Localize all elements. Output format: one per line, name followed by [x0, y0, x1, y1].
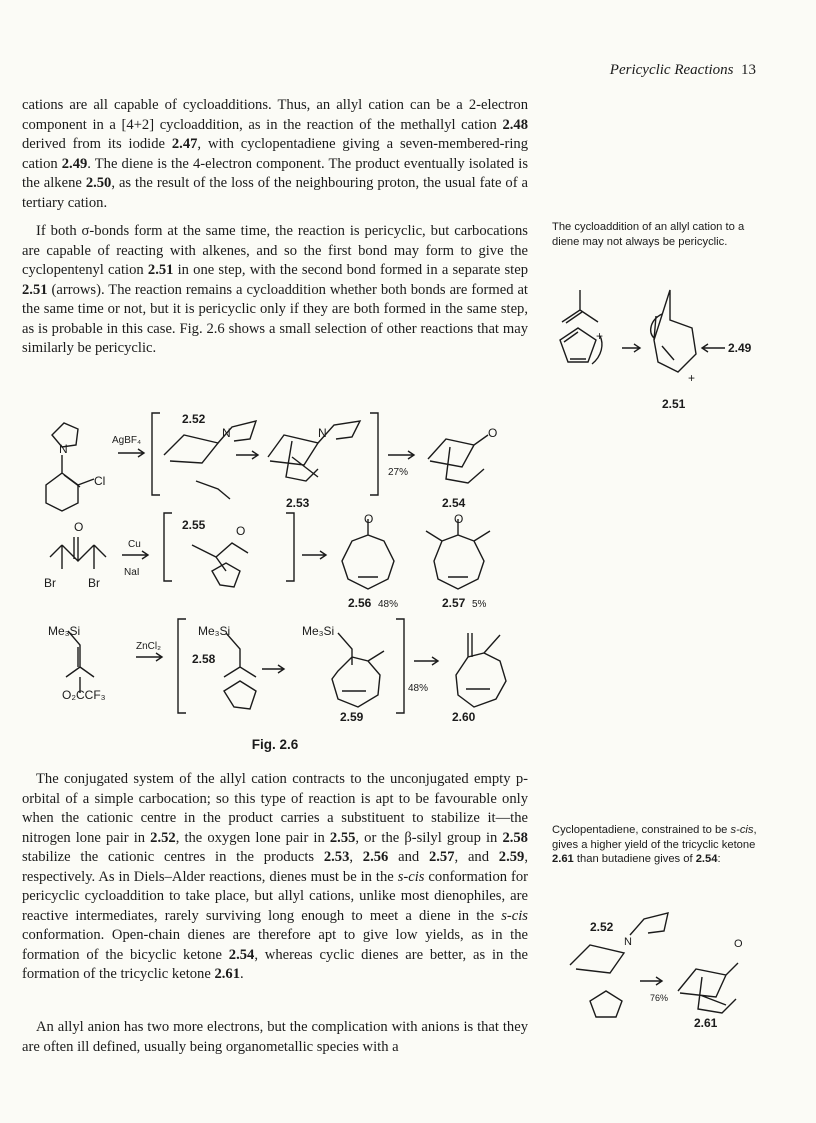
- paragraph-1: [22, 96, 528, 213]
- group-me3si: Me₃Si: [302, 624, 335, 638]
- label-2-52: 2.52: [182, 412, 206, 426]
- oxabicyclic-ketone-2-56: [342, 519, 394, 589]
- text-run: stabilize the cationic centres in the products: [22, 849, 324, 865]
- reaction-arrow: [414, 657, 438, 665]
- text-run: conformation. Open-chain dienes are therefore apt to give low yields, as in the formation of the bicyclic ketone: [22, 927, 528, 963]
- compound-ref: 2.51: [22, 281, 48, 298]
- allyl-cation-2-52: [164, 435, 230, 499]
- compound-ref: 2.53: [323, 849, 350, 865]
- aminoallyl-cation-2-52: [570, 945, 624, 973]
- label-2-54: 2.54: [442, 496, 466, 510]
- reaction-arrow: [262, 665, 284, 673]
- text-run: , the oxygen lone pair in: [175, 829, 330, 846]
- cyclopentenyl-cation: [654, 290, 696, 372]
- compound-ref: 2.59: [498, 849, 525, 865]
- italic-term: s-cis: [501, 907, 528, 924]
- oxabicyclic-ketone-2-57: [426, 519, 490, 589]
- yield-2-54: 27%: [388, 467, 409, 478]
- text-run: than butadiene gives of: [573, 853, 696, 865]
- text-run: in one step, with the second bond formed in a separate step: [173, 262, 528, 278]
- label-2-51: 2.51: [662, 397, 686, 411]
- label-2-58: 2.58: [192, 652, 216, 666]
- paragraph-4: [22, 1018, 528, 1057]
- reagent-agbf4: AgBF₄: [112, 435, 142, 446]
- yield-2-60: 48%: [408, 683, 429, 694]
- yield-2-56: 48%: [378, 599, 399, 610]
- compound-ref: 2.61: [214, 966, 241, 982]
- paragraph-3: [22, 770, 528, 985]
- atom-o: O: [734, 938, 743, 950]
- reaction-arrow: [236, 451, 258, 459]
- compound-ref: 2.52: [150, 829, 176, 846]
- pyrrolidine-ring: [630, 913, 668, 935]
- text-run: , as the result of the loss of the neighbouring proton, the usual fate of a tertiary cation.: [22, 175, 528, 211]
- plus-charge: +: [688, 371, 696, 385]
- reagent-cu: Cu: [128, 539, 141, 550]
- reaction-arrow: [118, 449, 144, 457]
- reaction-arrow: [122, 551, 148, 559]
- compound-ref: 2.50: [85, 175, 112, 191]
- atom-n: N: [222, 426, 231, 440]
- label-2-56: 2.56: [348, 596, 372, 610]
- tricyclic-ketone-2-61: [678, 963, 738, 1013]
- atom-o: O: [236, 524, 246, 538]
- chloro-enamine-bonds: [64, 475, 94, 487]
- compound-ref: 2.56: [362, 849, 389, 865]
- text-run: conformation for pericyclic cycloaddition to take place, but allyl cations, unlike most dienophiles, are reactive intermediates, rarely surviving long enough to meet a diene in the: [22, 868, 528, 924]
- reaction-arrow: [136, 653, 162, 661]
- bicyclic-ketone-2-54: [428, 435, 488, 483]
- figure-2-6: [22, 395, 528, 740]
- label-2-61: 2.61: [694, 1016, 718, 1030]
- diene-bonds: [564, 332, 586, 359]
- text-run: , or the β-silyl group in: [355, 829, 503, 846]
- label-2-52: 2.52: [590, 920, 614, 934]
- text-run: .: [240, 966, 244, 982]
- reaction-arrow: [388, 451, 414, 459]
- text-run: . The diene is the 4-electron component. The product eventually isolated is the alkene: [22, 155, 528, 191]
- text-run: , whereas cyclic dienes are better, as in the formation of the tricyclic ketone: [22, 946, 528, 982]
- compound-ref: 2.54: [695, 853, 718, 865]
- atom-o: O: [454, 512, 464, 526]
- text-run: cations are all capable of cycloadditions. Thus, an allyl cation can be a 2-electron component in a [4+2] cycloaddition, as in the reaction of the methallyl cation: [22, 97, 528, 133]
- atom-o: O: [488, 426, 498, 440]
- compound-ref: 2.47: [171, 136, 198, 152]
- bicyclic-cation-2-53: [268, 435, 318, 481]
- tricyclic-cation-2-59: [332, 633, 384, 707]
- methallyl-cation: [562, 290, 598, 322]
- text-run: (arrows). The reaction remains a cycloaddition whether both bonds are formed at the same time or not, but it is pericyclic only if they are both formed in the same step, as is probable in this case. Fig. 2.6 shows a small selection of other reactions that may similarly be pericyclic.: [22, 281, 528, 356]
- text-run: :: [717, 853, 721, 865]
- group-o2ccf3: O₂CCF₃: [62, 688, 106, 702]
- plus-charge: +: [596, 329, 604, 343]
- atom-br: Br: [44, 576, 56, 590]
- margin-note-2: [552, 823, 762, 867]
- compound-ref: 2.48: [502, 116, 528, 133]
- atom-n: N: [318, 426, 327, 440]
- pointer-arrow: [702, 344, 725, 352]
- compound-ref: 2.55: [329, 829, 356, 846]
- tricyclic-alkene-2-60: [456, 633, 506, 707]
- text-run: , with cyclopentadiene giving a seven-membered-ring cation: [22, 136, 528, 172]
- right-bracket: [396, 619, 404, 713]
- label-2-53: 2.53: [286, 496, 310, 510]
- atom-n: N: [59, 442, 68, 456]
- yield-2-61: 76%: [650, 993, 669, 1003]
- text-run: , respectively. As in Diels–Alder reactions, dienes must be in the: [22, 849, 528, 885]
- text-run: and: [388, 849, 429, 865]
- figure-2-6-svg: [22, 395, 528, 740]
- atom-o: O: [74, 520, 84, 534]
- text-run: , and: [454, 849, 499, 865]
- reaction-arrow: [302, 551, 326, 559]
- text-run: ,: [349, 849, 363, 865]
- side-scheme-allyl-cation: [550, 280, 770, 420]
- silyl-allyl-cation-2-58: [224, 633, 256, 677]
- left-bracket: [152, 413, 160, 495]
- page-header: [560, 62, 756, 79]
- label-2-60: 2.60: [452, 710, 476, 724]
- silyl-ester: [66, 631, 94, 693]
- left-bracket: [178, 619, 186, 713]
- margin-note-1: The cycloaddition of an allyl cation to a diene may not always be pericyclic.: [552, 221, 745, 248]
- running-title: Pericyclic Reactions: [609, 62, 734, 78]
- compound-ref: 2.58: [502, 829, 528, 846]
- reaction-arrow: [640, 977, 662, 985]
- side-scheme-cyclopentadiene: [550, 905, 770, 1035]
- cyclopentadiene: [590, 991, 622, 1017]
- text-run: An allyl anion has two more electrons, but the complication with anions is that they are often ill defined, usually being organometallic species with a: [22, 1019, 528, 1055]
- reaction-arrow: [622, 344, 640, 352]
- dibromoketone: [50, 537, 106, 569]
- italic-term: s-cis: [397, 868, 425, 885]
- label-2-59: 2.59: [340, 710, 364, 724]
- page-number: 13: [741, 62, 756, 78]
- text-run: derived from its iodide: [22, 136, 172, 152]
- right-bracket: [286, 513, 294, 581]
- atom-cl: Cl: [94, 474, 106, 488]
- label-2-57: 2.57: [442, 596, 466, 610]
- cyclopentadiene: [224, 681, 256, 709]
- label-2-49: 2.49: [728, 341, 752, 355]
- left-bracket: [164, 513, 172, 581]
- right-bracket: [370, 413, 378, 495]
- compound-ref: 2.61: [552, 853, 574, 865]
- furan-ring: [212, 563, 240, 587]
- side-scheme-2-svg: [550, 905, 770, 1035]
- atom-n: N: [624, 936, 632, 948]
- cyclohexene-ring: [46, 455, 78, 511]
- text-run: Cyclopentadiene, constrained to be: [552, 824, 731, 836]
- reagent-nai: NaI: [124, 567, 140, 578]
- cyclopentadiene: [560, 328, 596, 362]
- compound-ref: 2.57: [428, 849, 455, 865]
- atom-o: O: [364, 512, 374, 526]
- text-run: If both σ-bonds form at the same time, the reaction is pericyclic, but carbocations are capable of reacting with alkenes, and so the first bond may form to give the cyclopentenyl cation: [22, 223, 528, 278]
- label-2-55: 2.55: [182, 518, 206, 532]
- italic-term: s-cis: [730, 824, 754, 836]
- compound-ref: 2.54: [228, 946, 255, 963]
- compound-ref: 2.49: [61, 155, 88, 172]
- text-run: The conjugated system of the allyl cation contracts to the unconjugated empty p-orbital of a simple carbocation; so this type of reaction is apt to be favourable only when the cationic centre in the product carries a substituent to stabilize it—the nitrogen lone pair in: [22, 771, 528, 846]
- figure-caption: Fig. 2.6: [251, 737, 299, 752]
- compound-ref: 2.51: [147, 262, 174, 278]
- group-me3si: Me₃Si: [48, 624, 81, 638]
- side-scheme-1-svg: [550, 280, 770, 420]
- atom-br: Br: [88, 576, 100, 590]
- text-run: , gives a higher yield of the tricyclic ketone: [552, 824, 757, 851]
- reagent-zncl2: ZnCl₂: [136, 641, 161, 652]
- group-me3si: Me₃Si: [198, 624, 231, 638]
- paragraph-2: [22, 222, 528, 359]
- yield-2-57: 5%: [472, 599, 487, 610]
